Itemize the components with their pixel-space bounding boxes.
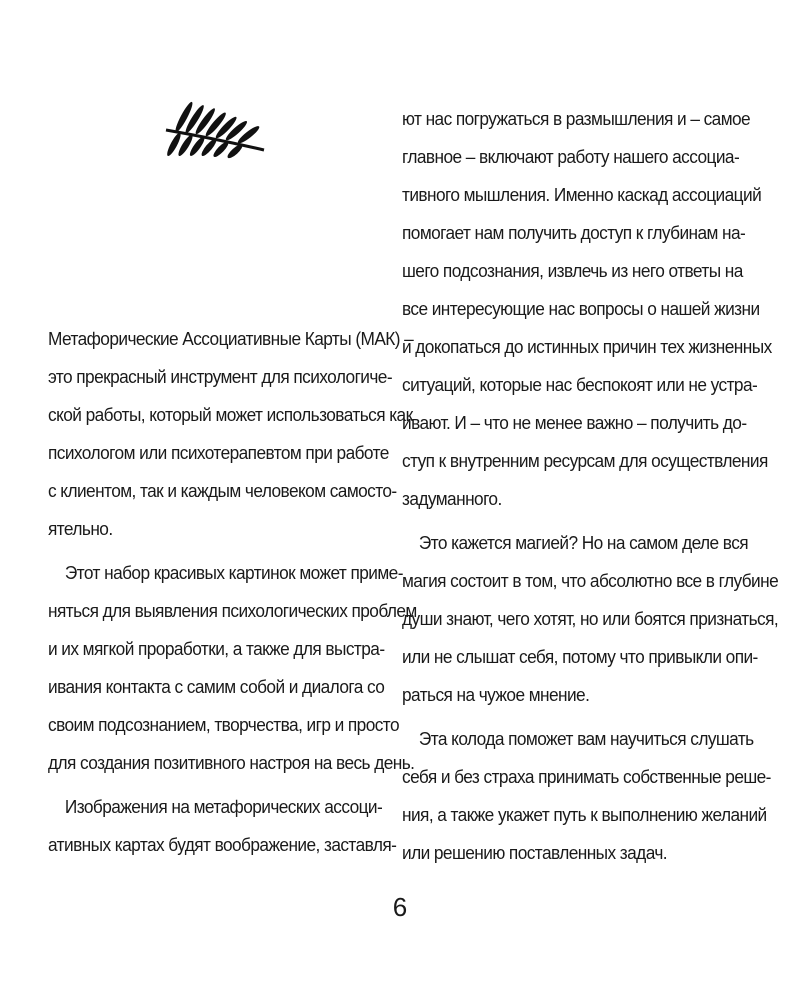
text-line: ивают. И – что не менее важно – получить до- <box>402 413 747 433</box>
text-line: Эта колода поможет вам научиться слушать <box>402 729 754 749</box>
text-line: себя и без страха принимать собственные реше- <box>402 767 771 787</box>
leaf-branch-icon <box>152 86 272 176</box>
text-line: Этот набор красивых картинок может приме- <box>48 563 403 583</box>
text-line: ативных картах будят воображение, заставля- <box>48 835 397 855</box>
text-line: Это кажется магией? Но на самом деле вся <box>402 533 749 553</box>
text-line: это прекрасный инструмент для психологиче- <box>48 367 393 387</box>
text-line: и их мягкой проработки, а также для выстра- <box>48 639 385 659</box>
text-line: все интересующие нас вопросы о нашей жизни <box>402 299 760 319</box>
text-line: Изображения на метафорических ассоци- <box>48 797 383 817</box>
text-line: или не слышат себя, потому что привыкли опи- <box>402 647 758 667</box>
text-line: для создания позитивного настроя на весь день. <box>48 753 415 773</box>
text-line: психологом или психотерапевтом при работе <box>48 443 389 463</box>
text-line: и докопаться до истинных причин тех жизненных <box>402 337 772 357</box>
text-line: или решению поставленных задач. <box>402 843 668 863</box>
text-line: ситуаций, которые нас беспокоят или не устра- <box>402 375 758 395</box>
text-line: ния, а также укажет путь к выполнению желаний <box>402 805 767 825</box>
text-line: с клиентом, так и каждым человеком самосто- <box>48 481 397 501</box>
text-line: Метафорические Ассоциативные Карты (МАК) – <box>48 329 414 349</box>
text-line: ивания контакта с самим собой и диалога со <box>48 677 385 697</box>
text-line: раться на чужое мнение. <box>402 685 590 705</box>
text-line: ской работы, который может использоваться как <box>48 405 413 425</box>
page-number: 6 <box>392 892 408 922</box>
text-line: шего подсознания, извлечь из него ответы на <box>402 261 743 281</box>
text-line: души знают, чего хотят, но или боятся признаться, <box>402 609 779 629</box>
text-line: задуманного. <box>402 489 502 509</box>
left-column <box>48 320 417 864</box>
text-line: тивного мышления. Именно каскад ассоциаций <box>402 185 762 205</box>
text-line: помогает нам получить доступ к глубинам на- <box>402 223 746 243</box>
text-line: ют нас погружаться в размышления и – самое <box>402 109 751 129</box>
text-line: главное – включают работу нашего ассоциа- <box>402 147 740 167</box>
text-line: няться для выявления психологических проблем <box>48 601 417 621</box>
text-line: своим подсознанием, творчества, игр и просто <box>48 715 399 735</box>
text-line: ступ к внутренним ресурсам для осуществления <box>402 451 768 471</box>
right-column <box>402 100 779 872</box>
text-line: ятельно. <box>48 519 113 539</box>
text-line: магия состоит в том, что абсолютно все в глубине <box>402 571 779 591</box>
